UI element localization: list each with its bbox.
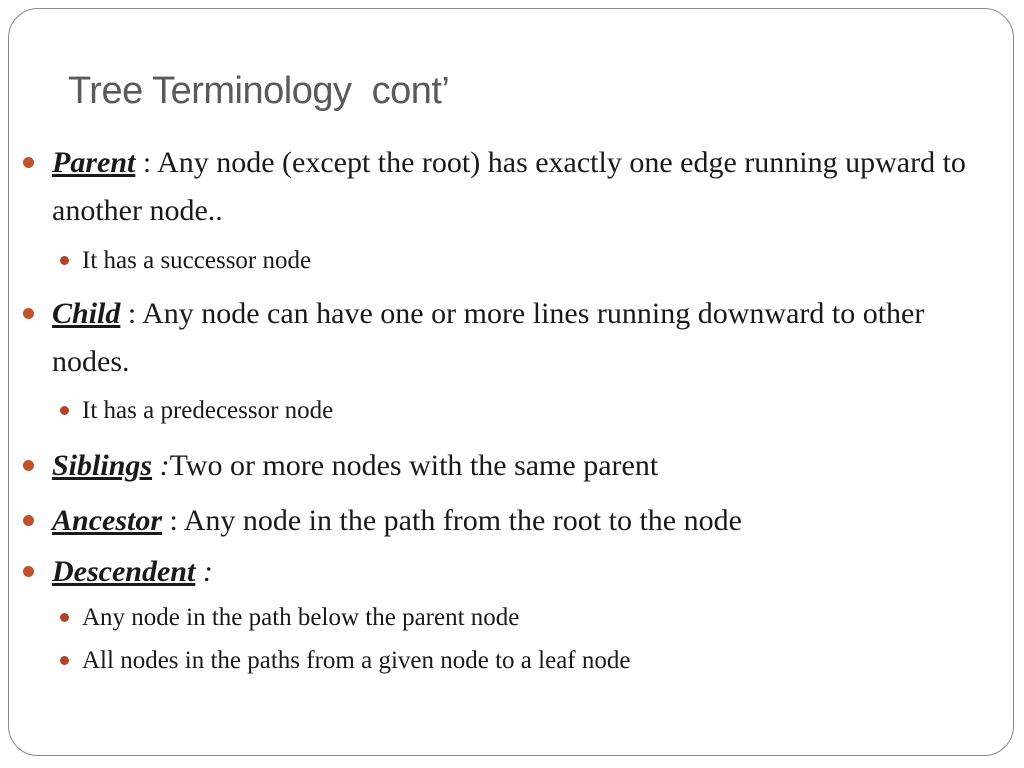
sub-bullet-dot-icon (60, 613, 69, 622)
bullet-dot-icon (23, 566, 34, 577)
term-siblings: Siblings (52, 449, 153, 482)
sub-bullet-text: It has a predecessor node (82, 397, 334, 424)
bullet-dot-icon (23, 157, 34, 168)
bullet-child (52, 290, 982, 386)
sub-bullet-text: Any node in the path below the parent node (82, 604, 520, 631)
sub-bullet-descendent-2 (82, 644, 982, 678)
sub-bullet-parent-1 (82, 244, 982, 278)
bullet-dot-icon (23, 460, 34, 471)
definition-child: Any node can have one or more lines running downward to other nodes. (52, 297, 925, 378)
sub-bullet-child-1 (82, 394, 982, 428)
sub-bullet-text: All nodes in the paths from a given node to a leaf node (82, 647, 631, 674)
bullet-descendent (52, 548, 982, 596)
sub-bullet-text: It has a successor node (82, 247, 312, 274)
term-descendent: Descendent (52, 555, 196, 588)
definition-siblings: Two or more nodes with the same parent (169, 449, 659, 482)
sub-bullet-dot-icon (60, 406, 69, 415)
term-child: Child (52, 297, 121, 330)
definition-ancestor: Any node in the path from the root to the node (183, 504, 742, 537)
sub-bullet-dot-icon (60, 256, 69, 265)
slide-title: Tree Terminology cont’ (68, 70, 450, 112)
definition-parent: Any node (except the root) has exactly one edge running upward to another node.. (52, 146, 966, 227)
term-separator: : (152, 449, 170, 482)
bullet-siblings (52, 442, 982, 490)
bullet-ancestor (52, 497, 982, 545)
sub-bullet-dot-icon (60, 656, 69, 665)
term-ancestor: Ancestor (52, 504, 163, 537)
term-parent: Parent (52, 146, 136, 179)
bullet-dot-icon (23, 515, 34, 526)
term-separator: : (135, 146, 158, 179)
bullet-parent (52, 139, 982, 235)
term-separator: : (162, 504, 184, 537)
term-separator: : (195, 555, 213, 588)
term-separator: : (120, 297, 143, 330)
sub-bullet-descendent-1 (82, 601, 982, 635)
bullet-dot-icon (23, 308, 34, 319)
